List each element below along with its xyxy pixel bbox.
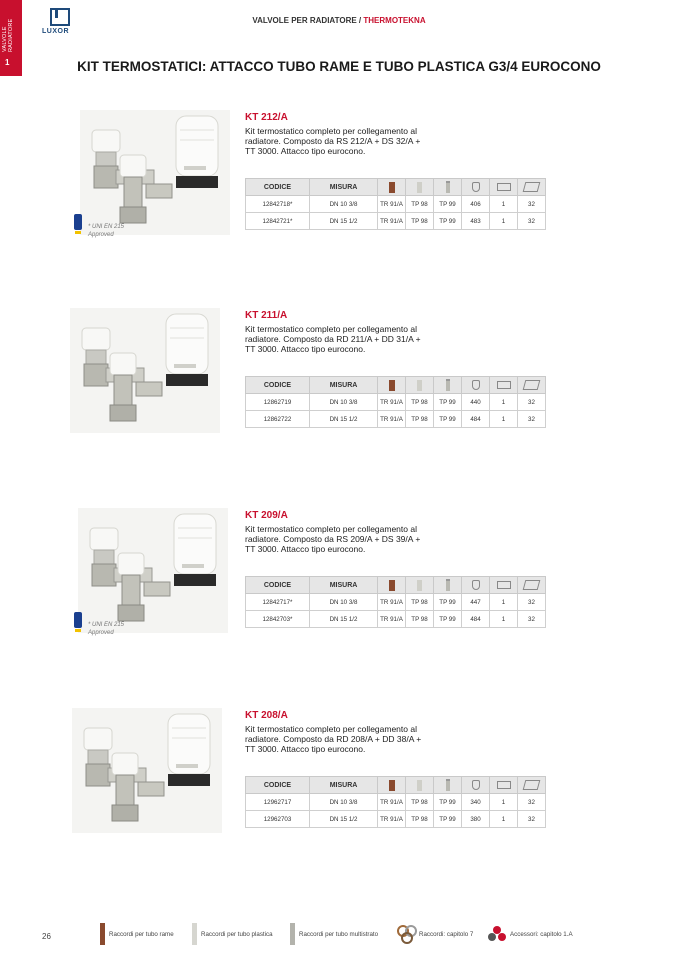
kit-description: Kit termostatico completo per collegamento al radiatore. Composto da RD 211/A + DD 31/A + TT 3000. Attacco tipo eurocono. bbox=[245, 324, 421, 354]
spec-table bbox=[245, 178, 546, 230]
accessories-icon bbox=[488, 926, 506, 942]
plastic-pipe-icon bbox=[192, 923, 197, 945]
kit-description: Kit termostatico completo per collegamento al radiatore. Composto da RD 208/A + DD 38/A + TT 3000. Attacco tipo eurocono. bbox=[245, 724, 422, 754]
col-weight bbox=[462, 577, 490, 594]
col-weight bbox=[462, 179, 490, 196]
table-cell: 12842717* bbox=[246, 594, 310, 611]
table-cell: DN 10 3/8 bbox=[310, 794, 378, 811]
table-cell: 406 bbox=[462, 196, 490, 213]
col-pack bbox=[490, 377, 518, 394]
table-cell: DN 10 3/8 bbox=[310, 196, 378, 213]
kit-description: Kit termostatico completo per collegamento al radiatore. Composto da RS 212/A + DS 32/A + TT 3000. Attacco tipo eurocono. bbox=[245, 126, 421, 156]
legend-multilayer bbox=[290, 924, 378, 944]
table-cell: 12862719 bbox=[246, 394, 310, 411]
table-cell: TR 91/A bbox=[378, 196, 406, 213]
table-cell: 12842721* bbox=[246, 213, 310, 230]
table-cell: DN 10 3/8 bbox=[310, 394, 378, 411]
plastic-pipe-icon bbox=[417, 182, 422, 193]
weight-bag-icon bbox=[472, 182, 480, 192]
table-row bbox=[246, 196, 546, 213]
box-icon bbox=[523, 380, 541, 390]
col-codice: CODICE bbox=[246, 377, 310, 394]
table-row bbox=[246, 411, 546, 428]
cert-note-standard: * UNI EN 215 bbox=[88, 622, 125, 628]
table-row bbox=[246, 213, 546, 230]
cert-note-approved: Approved bbox=[88, 232, 114, 238]
table-header-row bbox=[246, 377, 546, 394]
col-multilayer bbox=[434, 377, 462, 394]
legend-label-accessories: Accessori: capitolo 1.A bbox=[510, 930, 573, 938]
box-icon bbox=[523, 780, 541, 790]
legend-label-fittings: Raccordi: capitolo 7 bbox=[419, 930, 474, 938]
table-cell: TP 98 bbox=[406, 394, 434, 411]
legend-label-copper: Raccordi per tubo rame bbox=[109, 930, 174, 938]
kit-title: KT 211/A bbox=[245, 310, 288, 321]
col-pack bbox=[490, 777, 518, 794]
table-cell: TP 99 bbox=[434, 213, 462, 230]
legend-label-plastic: Raccordi per tubo plastica bbox=[201, 930, 273, 938]
table-cell: TR 91/A bbox=[378, 594, 406, 611]
table-cell: 32 bbox=[518, 196, 546, 213]
table-cell: 340 bbox=[462, 794, 490, 811]
page-title: KIT TERMOSTATICI: ATTACCO TUBO RAME E TUBO PLASTICA G3/4 EUROCONO bbox=[77, 59, 601, 74]
legend-copper bbox=[100, 924, 174, 944]
table-row bbox=[246, 594, 546, 611]
table-cell: 484 bbox=[462, 611, 490, 628]
table-cell: 32 bbox=[518, 213, 546, 230]
kit-title: KT 208/A bbox=[245, 710, 288, 721]
col-plastic bbox=[406, 777, 434, 794]
section-name: VALVOLE PER RADIATORE bbox=[252, 16, 357, 25]
table-cell: TP 98 bbox=[406, 411, 434, 428]
table-cell: 483 bbox=[462, 213, 490, 230]
table-cell: 1 bbox=[490, 411, 518, 428]
table-cell: TP 99 bbox=[434, 811, 462, 828]
cert-mark-icon bbox=[74, 214, 82, 236]
table-cell: 447 bbox=[462, 594, 490, 611]
table-cell: TR 91/A bbox=[378, 411, 406, 428]
table-cell: 1 bbox=[490, 213, 518, 230]
plastic-pipe-icon bbox=[417, 380, 422, 391]
table-cell: 12842718* bbox=[246, 196, 310, 213]
product-photo bbox=[70, 308, 220, 433]
col-box bbox=[518, 777, 546, 794]
weight-bag-icon bbox=[472, 780, 480, 790]
page-number: 26 bbox=[42, 932, 51, 941]
plastic-pipe-icon bbox=[417, 580, 422, 591]
col-copper bbox=[378, 179, 406, 196]
legend-plastic bbox=[192, 924, 273, 944]
brand-name: THERMOTEKNA bbox=[363, 16, 426, 25]
cert-note bbox=[88, 223, 124, 239]
pack-icon bbox=[497, 381, 511, 389]
table-row bbox=[246, 811, 546, 828]
multilayer-pipe-icon bbox=[446, 579, 450, 591]
table-cell: TR 91/A bbox=[378, 794, 406, 811]
table-row bbox=[246, 394, 546, 411]
col-multilayer bbox=[434, 777, 462, 794]
pack-icon bbox=[497, 781, 511, 789]
table-cell: 12962703 bbox=[246, 811, 310, 828]
col-misura: MISURA bbox=[310, 577, 378, 594]
col-copper bbox=[378, 777, 406, 794]
product-photo bbox=[72, 708, 222, 833]
table-cell: 484 bbox=[462, 411, 490, 428]
weight-bag-icon bbox=[472, 580, 480, 590]
fittings-rings-icon bbox=[397, 925, 415, 943]
col-box bbox=[518, 377, 546, 394]
table-cell: TR 91/A bbox=[378, 213, 406, 230]
table-cell: 380 bbox=[462, 811, 490, 828]
plastic-pipe-icon bbox=[417, 780, 422, 791]
col-box bbox=[518, 179, 546, 196]
multilayer-pipe-icon bbox=[446, 779, 450, 791]
spec-table bbox=[245, 776, 546, 828]
section-header bbox=[0, 16, 678, 25]
table-cell: TP 98 bbox=[406, 811, 434, 828]
multilayer-pipe-icon bbox=[290, 923, 295, 945]
kit-description: Kit termostatico completo per collegamento al radiatore. Composto da RS 209/A + DS 39/A + TT 3000. Attacco tipo eurocono. bbox=[245, 524, 421, 554]
col-pack bbox=[490, 577, 518, 594]
col-misura: MISURA bbox=[310, 179, 378, 196]
col-pack bbox=[490, 179, 518, 196]
col-multilayer bbox=[434, 577, 462, 594]
table-cell: 1 bbox=[490, 594, 518, 611]
table-cell: 32 bbox=[518, 611, 546, 628]
col-box bbox=[518, 577, 546, 594]
table-cell: TP 99 bbox=[434, 411, 462, 428]
col-plastic bbox=[406, 577, 434, 594]
kit-title: KT 209/A bbox=[245, 510, 288, 521]
table-cell: 1 bbox=[490, 811, 518, 828]
table-cell: TP 98 bbox=[406, 794, 434, 811]
chapter-number: 1 bbox=[5, 58, 10, 67]
col-multilayer bbox=[434, 179, 462, 196]
cert-note-standard: * UNI EN 215 bbox=[88, 224, 125, 230]
product-photo bbox=[80, 110, 230, 235]
logo-name: LUXOR bbox=[42, 28, 69, 35]
product-photo bbox=[78, 508, 228, 633]
col-copper bbox=[378, 577, 406, 594]
table-cell: 440 bbox=[462, 394, 490, 411]
legend-label-multilayer: Raccordi per tubo multistrato bbox=[299, 930, 379, 938]
spec-table bbox=[245, 576, 546, 628]
copper-pipe-icon bbox=[389, 580, 395, 591]
table-header-row bbox=[246, 577, 546, 594]
table-header-row bbox=[246, 179, 546, 196]
table-cell: 32 bbox=[518, 411, 546, 428]
table-cell: DN 15 1/2 bbox=[310, 611, 378, 628]
table-header-row bbox=[246, 777, 546, 794]
col-codice: CODICE bbox=[246, 777, 310, 794]
kit-title: KT 212/A bbox=[245, 112, 288, 123]
cert-note-approved: Approved bbox=[88, 630, 114, 636]
multilayer-pipe-icon bbox=[446, 181, 450, 193]
table-cell: TP 99 bbox=[434, 196, 462, 213]
table-cell: 32 bbox=[518, 594, 546, 611]
col-weight bbox=[462, 777, 490, 794]
table-cell: TP 98 bbox=[406, 611, 434, 628]
table-cell: 12862722 bbox=[246, 411, 310, 428]
table-cell: TR 91/A bbox=[378, 394, 406, 411]
copper-pipe-icon bbox=[389, 380, 395, 391]
spec-table bbox=[245, 376, 546, 428]
table-cell: TP 99 bbox=[434, 394, 462, 411]
table-row bbox=[246, 794, 546, 811]
col-plastic bbox=[406, 179, 434, 196]
table-cell: TR 91/A bbox=[378, 611, 406, 628]
box-icon bbox=[523, 182, 541, 192]
table-row bbox=[246, 611, 546, 628]
pack-icon bbox=[497, 581, 511, 589]
valve-kit-image bbox=[80, 110, 230, 235]
table-cell: DN 15 1/2 bbox=[310, 411, 378, 428]
table-cell: 12842703* bbox=[246, 611, 310, 628]
table-cell: TP 98 bbox=[406, 196, 434, 213]
table-cell: 1 bbox=[490, 794, 518, 811]
cert-note bbox=[88, 621, 124, 637]
col-copper bbox=[378, 377, 406, 394]
chapter-label: VALVOLE RADIATORE bbox=[2, 18, 14, 52]
table-cell: 1 bbox=[490, 196, 518, 213]
col-weight bbox=[462, 377, 490, 394]
box-icon bbox=[523, 580, 541, 590]
col-misura: MISURA bbox=[310, 777, 378, 794]
table-cell: TP 99 bbox=[434, 594, 462, 611]
copper-pipe-icon bbox=[389, 182, 395, 193]
legend-accessories bbox=[488, 924, 573, 944]
copper-pipe-icon bbox=[100, 923, 105, 945]
table-cell: 32 bbox=[518, 794, 546, 811]
table-cell: TP 99 bbox=[434, 611, 462, 628]
cert-mark-icon bbox=[74, 612, 82, 634]
valve-kit-image bbox=[70, 308, 220, 433]
valve-kit-image bbox=[78, 508, 228, 633]
table-cell: DN 15 1/2 bbox=[310, 811, 378, 828]
table-cell: 1 bbox=[490, 611, 518, 628]
multilayer-pipe-icon bbox=[446, 379, 450, 391]
table-cell: TR 91/A bbox=[378, 811, 406, 828]
section-separator: / bbox=[356, 16, 364, 25]
table-cell: TP 98 bbox=[406, 594, 434, 611]
col-plastic bbox=[406, 377, 434, 394]
table-cell: 32 bbox=[518, 811, 546, 828]
table-cell: 1 bbox=[490, 394, 518, 411]
weight-bag-icon bbox=[472, 380, 480, 390]
table-cell: DN 15 1/2 bbox=[310, 213, 378, 230]
table-cell: TP 99 bbox=[434, 794, 462, 811]
table-cell: 12962717 bbox=[246, 794, 310, 811]
legend-fittings bbox=[397, 924, 473, 944]
valve-kit-image bbox=[72, 708, 222, 833]
col-misura: MISURA bbox=[310, 377, 378, 394]
table-cell: DN 10 3/8 bbox=[310, 594, 378, 611]
table-cell: TP 98 bbox=[406, 213, 434, 230]
table-cell: 32 bbox=[518, 394, 546, 411]
col-codice: CODICE bbox=[246, 577, 310, 594]
col-codice: CODICE bbox=[246, 179, 310, 196]
pack-icon bbox=[497, 183, 511, 191]
copper-pipe-icon bbox=[389, 780, 395, 791]
